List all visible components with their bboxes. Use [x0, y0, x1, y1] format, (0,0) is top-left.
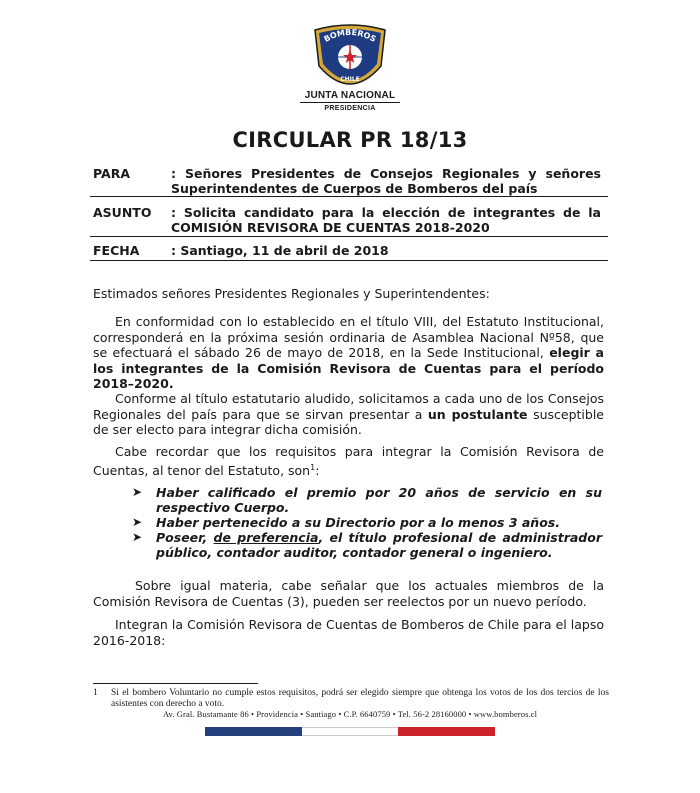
arrow-bullet-icon: ➤	[132, 530, 143, 544]
requirement-text: Poseer,	[156, 530, 214, 545]
paragraph-1	[93, 314, 604, 392]
footer-address: Av. Gral. Bustamante 86 • Providencia • Santiago • C.P. 6640759 • Tel. 56-2 28160000 • www.bomberos.cl	[162, 709, 538, 719]
field-value: : Señores Presidentes de Consejos Regionales y señores Superintendentes de Cuerpos de Bomberos del país	[171, 166, 601, 196]
paragraph-1-text: En conformidad con lo establecido en el título VIII, del Estatuto Institucional, corresponderá en la próxima sesión ordinaria de Asamblea Nacional Nº58, que se efectuará el sábado 26 de mayo de 2018, en la Sede Institucional,	[93, 314, 604, 360]
org-subtitle: PRESIDENCIA	[324, 105, 376, 112]
flag-red	[398, 727, 495, 736]
field-value: : Santiago, 11 de abril de 2018	[171, 243, 389, 258]
list-item	[132, 515, 602, 530]
arrow-bullet-icon: ➤	[132, 515, 143, 529]
paragraph-2-text-end: susceptible de ser electo para integrar dicha comisión.	[93, 406, 604, 437]
divider	[90, 196, 608, 197]
greeting: Estimados señores Presidentes Regionales y Superintendentes:	[93, 286, 490, 301]
org-name: JUNTA NACIONAL	[300, 90, 400, 103]
requirement-text-end: , el título profesional de administrador público, contador auditor, contador general o ingeniero.	[156, 530, 602, 560]
paragraph-3	[93, 444, 604, 478]
field-label: FECHA	[93, 243, 140, 258]
footnote-number: 1	[93, 688, 98, 698]
requirement-underlined: de preferencia	[213, 530, 319, 545]
field-label: ASUNTO	[93, 205, 152, 220]
list-item	[132, 530, 602, 560]
divider	[90, 236, 608, 237]
paragraph-2	[93, 391, 604, 438]
divider	[90, 260, 608, 261]
paragraph-3-text: Cabe recordar que los requisitos para integrar la Comisión Revisora de Cuentas, al tenor del Estatuto, son	[93, 444, 604, 478]
footnote-ref: 1	[310, 462, 316, 472]
requirement-text: Haber calificado el premio por 20 años de servicio en su respectivo Cuerpo.	[156, 485, 602, 515]
arrow-bullet-icon: ➤	[132, 485, 143, 499]
field-value: : Solicita candidato para la elección de integrantes de la COMISIÓN REVISORA DE CUENTAS 2018-2020	[171, 205, 601, 235]
paragraph-3-end: :	[315, 462, 320, 478]
paragraph-5: Integran la Comisión Revisora de Cuentas de Bomberos de Chile para el lapso 2016-2018:	[93, 617, 604, 648]
footnote-divider	[93, 683, 258, 684]
logo-text-top: BOMBEROS	[322, 27, 378, 44]
requirement-text: Haber pertenecido a su Directorio por a lo menos 3 años.	[156, 515, 560, 530]
paragraph-1-bold: elegir a los integrantes de la Comisión Revisora de Cuentas para el período 2018–2020.	[93, 345, 604, 391]
list-item	[132, 485, 602, 515]
paragraph-2-bold: un postulante	[427, 406, 528, 422]
flag-white	[302, 727, 399, 736]
bomberos-logo-icon	[309, 22, 391, 96]
logo-text-bottom: CHILE	[340, 76, 360, 83]
requirements-list	[132, 485, 602, 560]
circular-title: CIRCULAR PR 18/13	[232, 128, 468, 152]
footnote-text: Si el bombero Voluntario no cumple estos requisitos, podrá ser elegido siempre que obtenga los votos de los dos tercios de los asistentes con derecho a voto.	[111, 688, 609, 709]
flag-stripe	[205, 727, 495, 736]
paragraph-4: Sobre igual materia, cabe señalar que los actuales miembros de la Comisión Revisora de Cuentas (3), pueden ser reelectos por un nuevo período.	[93, 578, 604, 609]
field-label: PARA	[93, 166, 130, 181]
paragraph-2-text: Conforme al título estatutario aludido, solicitamos a cada uno de los Consejos Regionales del país para que se sirvan presentar a	[93, 391, 604, 422]
flag-blue	[205, 727, 302, 736]
